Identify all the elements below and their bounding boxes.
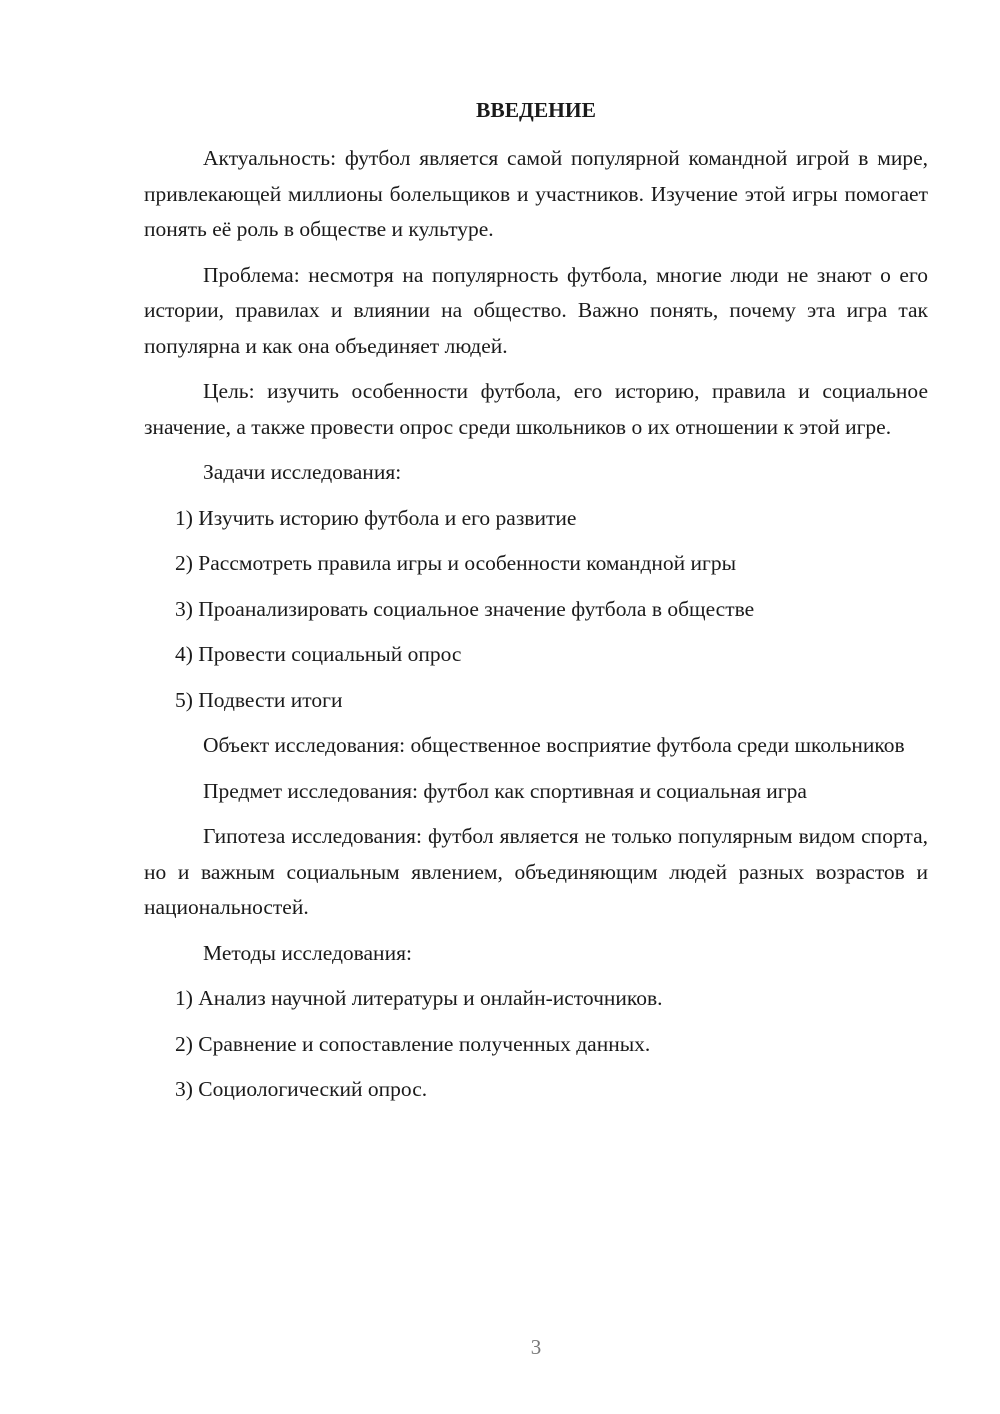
subject-paragraph: Предмет исследования: футбол как спортивная и социальная игра bbox=[203, 778, 807, 803]
goal-paragraph: Цель: изучить особенности футбола, его историю, правила и социальное значение, а также провести опрос среди школьников о их отношении к этой игре. bbox=[144, 379, 928, 439]
method-item: 1) Анализ научной литературы и онлайн-источников. bbox=[175, 986, 663, 1010]
page-number: 3 bbox=[530, 1335, 542, 1359]
object-paragraph: Объект исследования: общественное восприятие футбола среди школьников bbox=[203, 733, 905, 757]
tasks-heading: Задачи исследования: bbox=[203, 460, 402, 484]
methods-heading: Методы исследования: bbox=[203, 940, 412, 965]
hypothesis-paragraph: Гипотеза исследования: футбол является не только популярным видом спорта, но и важным социальным явлением, объединяющим людей разных возрастов и национальностей. bbox=[144, 824, 928, 919]
problem-paragraph: Проблема: несмотря на популярность футбола, многие люди не знают о его истории, правилах и влиянии на общество. Важно понять, почему эта игра так популярна и как она объединяет людей. bbox=[144, 262, 928, 358]
task-item: 1) Изучить историю футбола и его развитие bbox=[175, 505, 577, 530]
method-item: 3) Социологический опрос. bbox=[175, 1077, 428, 1101]
task-item: 5) Подвести итоги bbox=[175, 687, 343, 712]
page-content bbox=[144, 96, 928, 1118]
method-item: 2) Сравнение и сопоставление полученных данных. bbox=[175, 1031, 651, 1056]
page-title: ВВЕДЕНИЕ bbox=[476, 98, 596, 122]
relevance-paragraph: Актуальность: футбол является самой популярной командной игрой в мире, привлекающей миллионы болельщиков и участников. Изучение этой игры помогает понять её роль в обществе и культуре. bbox=[144, 146, 928, 241]
task-item: 3) Проанализировать социальное значение футбола в обществе bbox=[175, 596, 755, 621]
task-item: 2) Рассмотреть правила игры и особенности командной игры bbox=[175, 551, 737, 575]
task-item: 4) Провести социальный опрос bbox=[175, 642, 462, 666]
